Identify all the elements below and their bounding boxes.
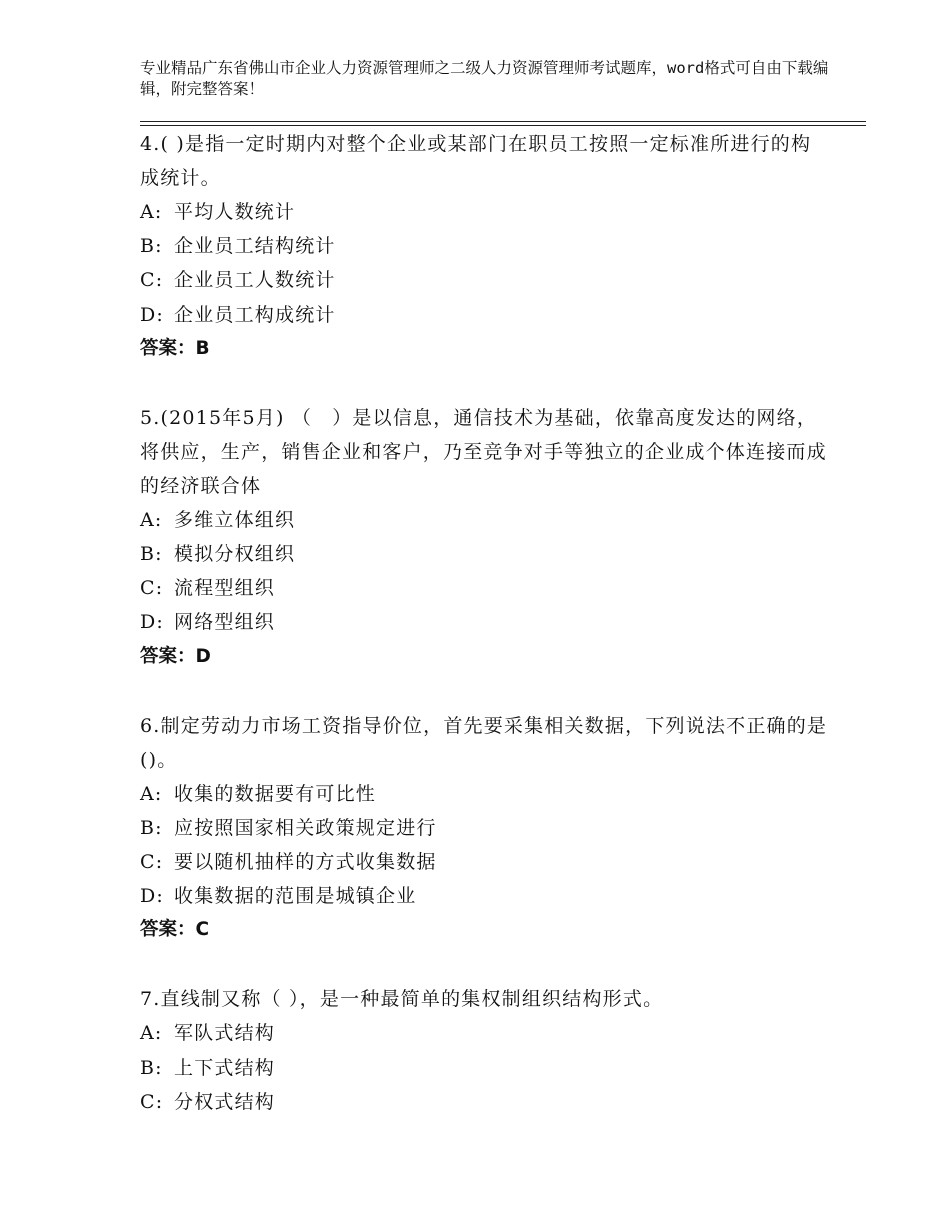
option-text: 军队式结构 <box>174 1022 276 1045</box>
option-letter: B: <box>140 816 163 839</box>
option-letter: B: <box>140 235 163 258</box>
option-b <box>140 811 830 845</box>
option-letter: C: <box>140 851 164 874</box>
option-d <box>140 879 830 913</box>
option-text: 模拟分权组织 <box>174 543 296 566</box>
option-c <box>140 263 830 297</box>
option-a <box>140 195 830 229</box>
option-a <box>140 503 830 537</box>
option-a <box>140 1016 830 1050</box>
question-text: 6.制定劳动力市场工资指导价位，首先要采集相关数据，下列说法不正确的是()。 <box>140 714 828 771</box>
question-list <box>140 127 830 1154</box>
option-letter: B: <box>140 1056 163 1079</box>
option-letter: D: <box>140 611 165 634</box>
answer-label: 答案：C <box>140 919 210 941</box>
option-letter: A: <box>140 782 163 805</box>
option-text: 要以随机抽样的方式收集数据 <box>174 851 437 874</box>
option-text: 平均人数统计 <box>174 201 296 223</box>
option-text: 企业员工人数统计 <box>174 269 336 292</box>
option-text: 多维立体组织 <box>174 508 296 531</box>
option-letter: A: <box>140 201 163 223</box>
question-text: 7.直线制又称（ ），是一种最简单的集权制组织结构形式。 <box>140 988 664 1011</box>
option-c <box>140 845 830 879</box>
option-text: 应按照国家相关政策规定进行 <box>174 816 437 839</box>
option-letter: C: <box>140 269 164 292</box>
answer-label: 答案：B <box>140 337 210 359</box>
option-letter: C: <box>140 577 164 600</box>
header-rule-bottom <box>140 125 866 126</box>
option-d <box>140 605 830 639</box>
option-letter: D: <box>140 885 165 908</box>
option-letter: A: <box>140 1022 163 1045</box>
option-text: 流程型组织 <box>174 577 276 600</box>
option-c <box>140 1085 830 1119</box>
option-b <box>140 537 830 571</box>
question-4 <box>140 127 830 366</box>
option-text: 企业员工构成统计 <box>174 303 336 326</box>
question-5 <box>140 401 830 674</box>
question-6 <box>140 709 830 948</box>
question-text: 4.( )是指一定时期内对整个企业或某部门在职员工按照一定标准所进行的构成统计。 <box>140 133 812 189</box>
option-text: 企业员工结构统计 <box>174 235 336 258</box>
option-letter: B: <box>140 543 163 566</box>
answer-label: 答案：D <box>140 645 211 667</box>
option-text: 收集数据的范围是城镇企业 <box>174 885 417 908</box>
option-b <box>140 1051 830 1085</box>
header-rule-top <box>140 121 866 122</box>
option-c <box>140 571 830 605</box>
option-text: 收集的数据要有可比性 <box>174 782 377 805</box>
option-letter: A: <box>140 508 163 531</box>
option-letter: D: <box>140 303 165 326</box>
option-letter: C: <box>140 1090 164 1113</box>
question-7 <box>140 982 830 1119</box>
option-text: 上下式结构 <box>174 1056 276 1079</box>
option-text: 分权式结构 <box>174 1090 276 1113</box>
option-b <box>140 229 830 263</box>
question-text: 5.(2015年5月) （ ）是以信息，通信技术为基础，依靠高度发达的网络，将供应，生产，销售企业和客户，乃至竞争对手等独立的企业成个体连接而成的经济联合体 <box>140 406 827 497</box>
option-d <box>140 298 830 332</box>
page-header: 专业精品广东省佛山市企业人力资源管理师之二级人力资源管理师考试题库，word格式可自由下载编辑，附完整答案！ <box>140 59 829 98</box>
option-text: 网络型组织 <box>174 611 276 634</box>
option-a <box>140 777 830 811</box>
